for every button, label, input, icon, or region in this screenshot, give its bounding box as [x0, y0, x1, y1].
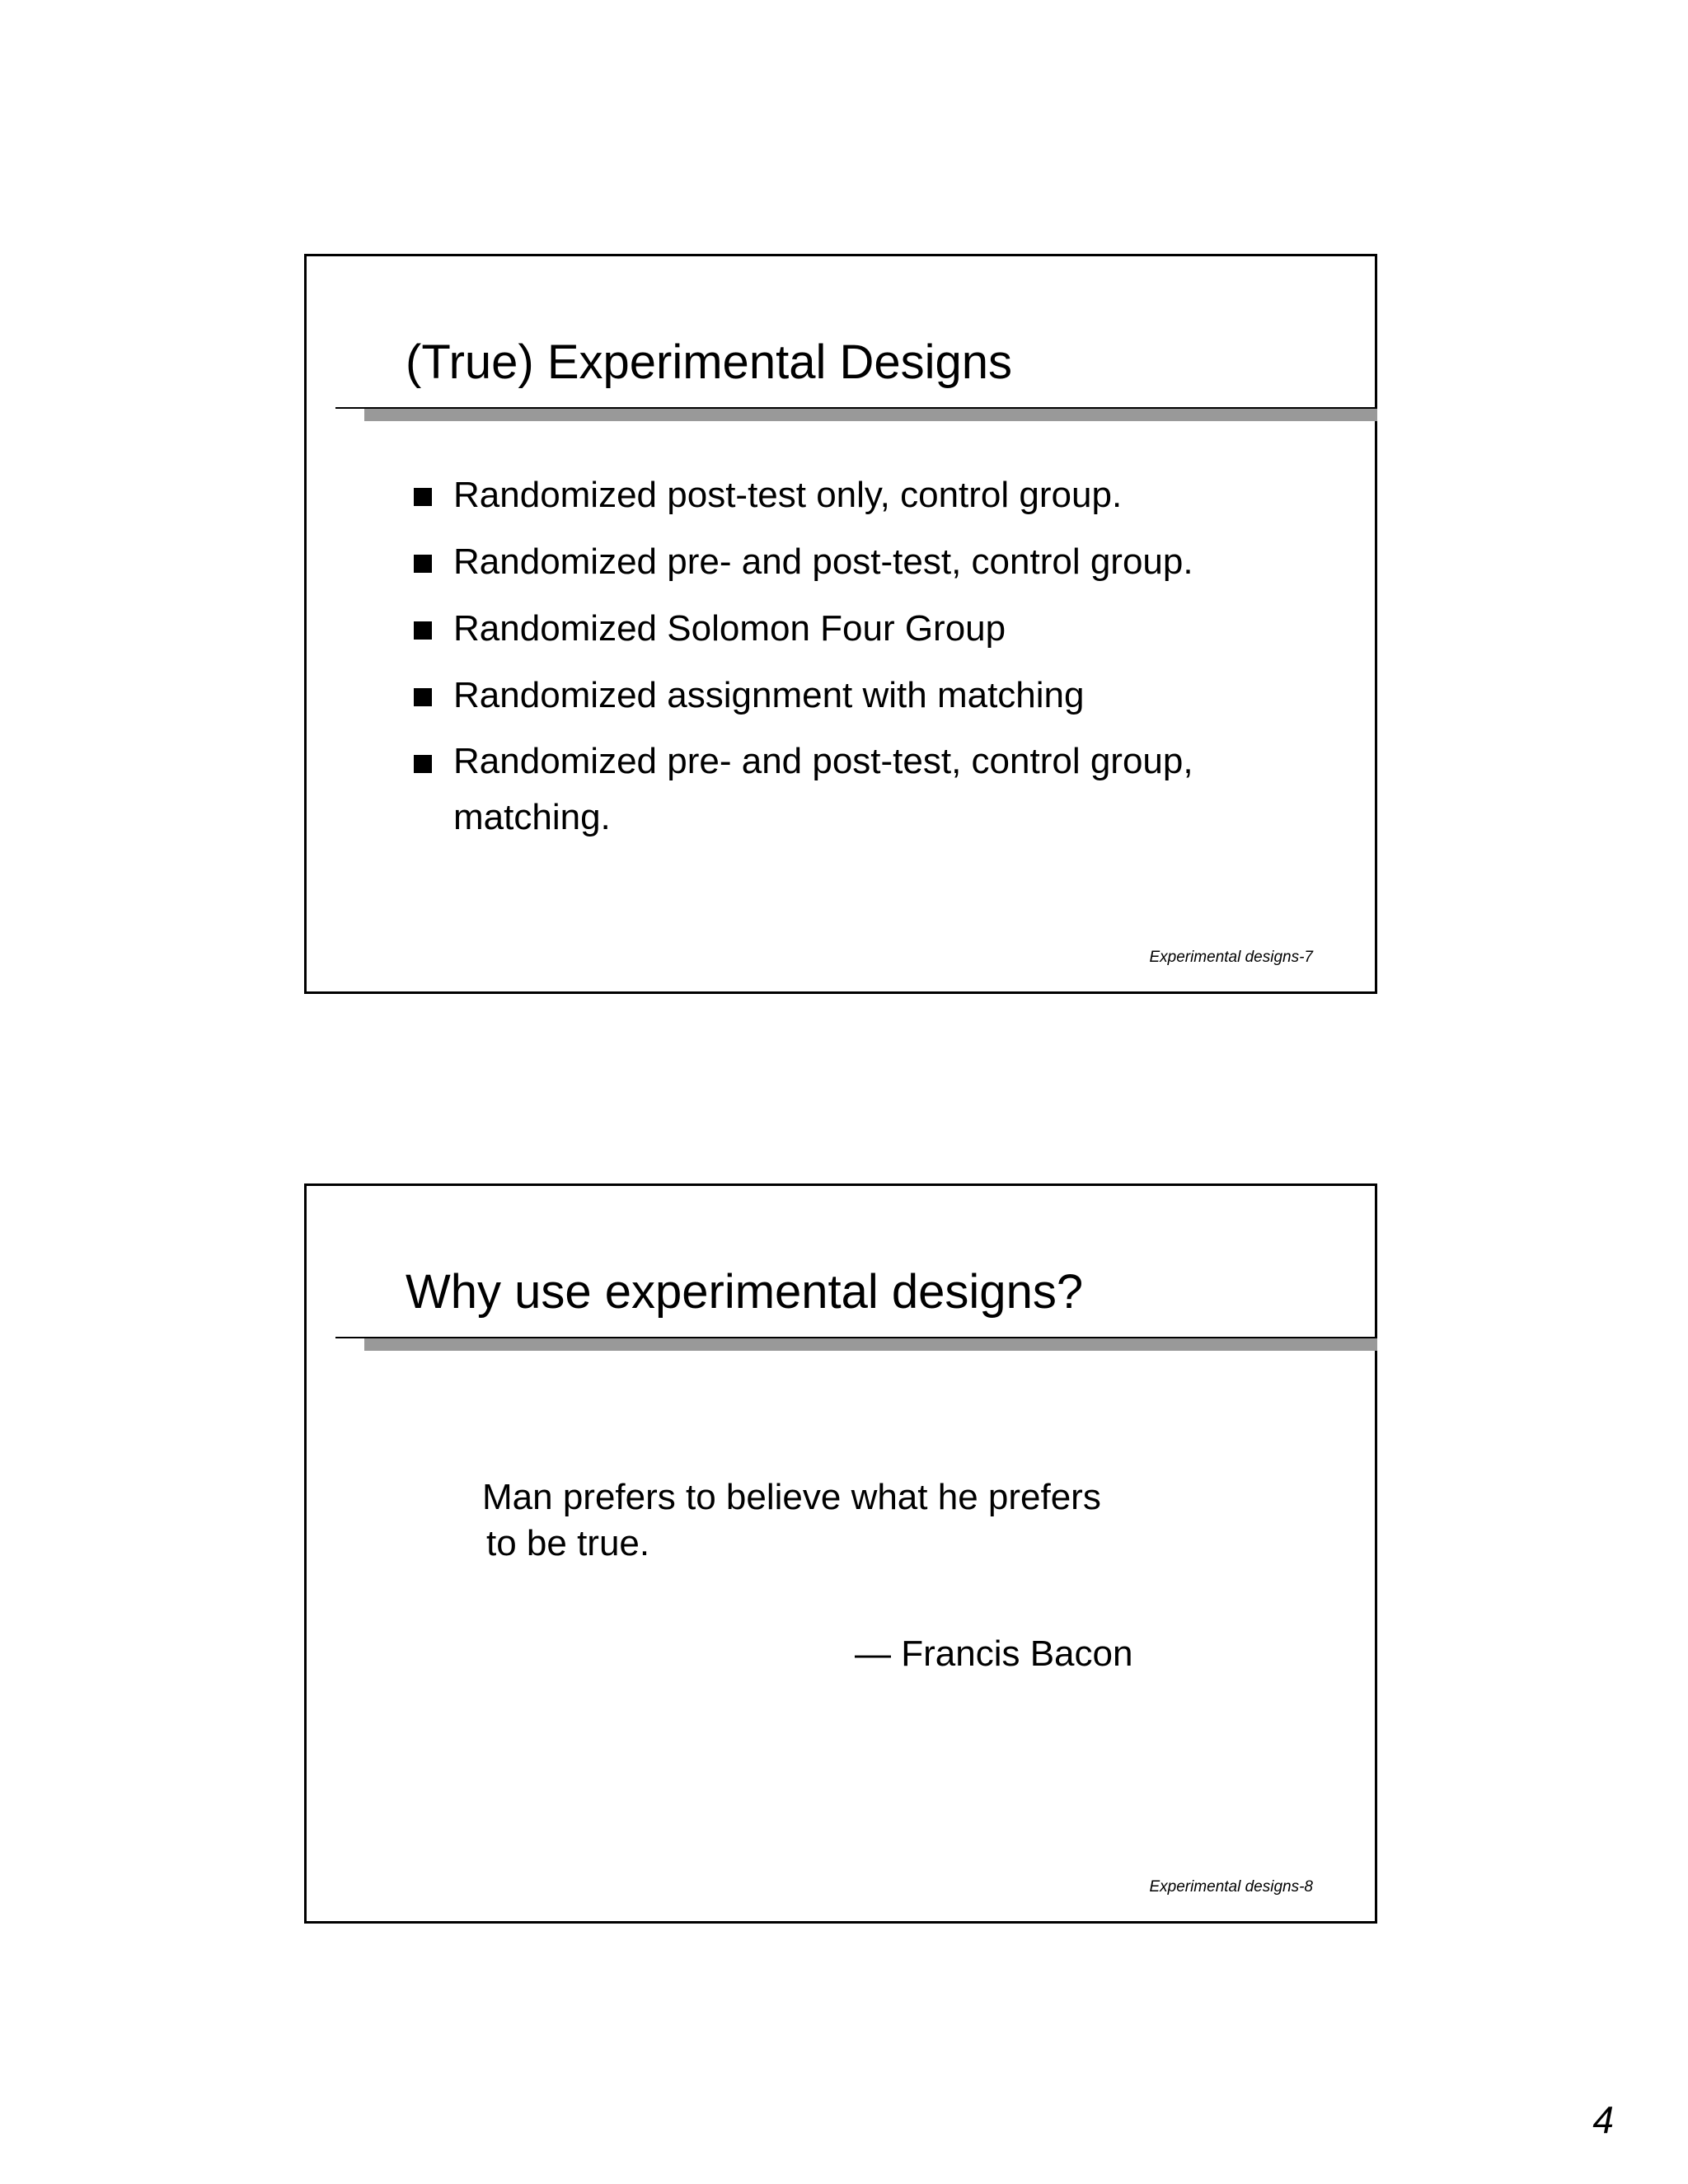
square-bullet-icon — [414, 488, 432, 506]
bullet-text: Randomized Solomon Four Group — [453, 608, 1006, 649]
list-item — [414, 466, 1337, 523]
bullet-text: Randomized post-test only, control group. — [453, 475, 1123, 515]
bullet-list — [414, 466, 1337, 855]
list-item — [414, 733, 1278, 846]
slide-footer: Experimental designs-7 — [1149, 949, 1313, 966]
bullet-text: Randomized pre- and post-test, control group, matching. — [453, 741, 1193, 837]
quote-line: to be true. — [486, 1523, 650, 1563]
title-bar — [364, 1338, 1377, 1351]
square-bullet-icon — [414, 755, 432, 773]
title-bar — [364, 409, 1377, 421]
list-item — [414, 667, 1337, 724]
slide-title: (True) Experimental Designs — [406, 335, 1012, 389]
square-bullet-icon — [414, 621, 432, 640]
list-item — [414, 600, 1337, 657]
quote — [482, 1474, 1224, 1567]
quote-attribution: — Francis Bacon — [855, 1633, 1133, 1674]
bullet-text: Randomized pre- and post-test, control group. — [453, 541, 1193, 582]
slide-why-experimental-designs — [304, 1183, 1377, 1924]
square-bullet-icon — [414, 555, 432, 573]
slide-experimental-designs — [304, 254, 1377, 994]
slide-footer: Experimental designs-8 — [1149, 1878, 1313, 1896]
slide-title: Why use experimental designs? — [406, 1265, 1084, 1319]
list-item — [414, 533, 1337, 590]
page-number: 4 — [1592, 2098, 1614, 2141]
quote-line: Man prefers to believe what he prefers — [482, 1477, 1101, 1517]
square-bullet-icon — [414, 688, 432, 706]
bullet-text: Randomized assignment with matching — [453, 675, 1085, 715]
